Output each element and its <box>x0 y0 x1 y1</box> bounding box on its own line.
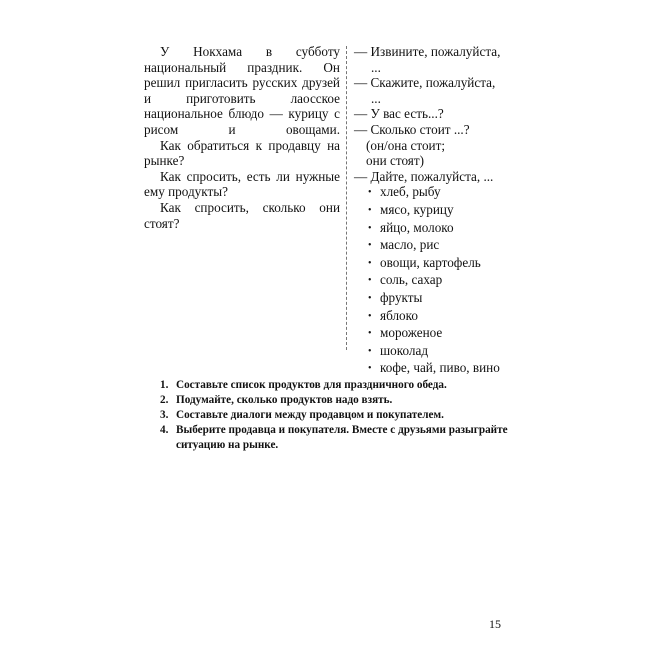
bullet-icon: • <box>368 345 372 357</box>
bullet-icon: • <box>368 275 372 287</box>
situation-text <box>144 44 340 231</box>
product-item <box>354 343 524 361</box>
product-text: овощи, картофель <box>380 254 481 270</box>
product-item <box>354 255 524 273</box>
product-text: шоколад <box>380 342 429 358</box>
phrase-excuse-me: — Извините, пожалуйста, <box>354 44 501 59</box>
product-item <box>354 184 524 202</box>
task-number: 3. <box>160 409 169 421</box>
question-seller: Как обратиться к продавцу на рынке? <box>144 137 340 169</box>
product-text: соль, сахар <box>380 272 443 288</box>
product-text: кофе, чай, пиво, вино <box>380 360 500 376</box>
page-number: 15 <box>489 617 501 631</box>
bullet-icon: • <box>368 240 372 252</box>
bullet-icon: • <box>368 328 372 340</box>
phrase-note: (он/она стоит; <box>366 137 446 153</box>
question-price: Как спросить, сколько они стоят? <box>144 199 340 231</box>
phrase-give-me: — Дайте, пожалуйста, ... <box>354 168 494 184</box>
column-divider <box>346 46 347 350</box>
phrase-how-much: — Сколько стоит ...? <box>354 121 470 137</box>
product-item <box>354 325 524 343</box>
product-item <box>354 202 524 220</box>
bullet-icon: • <box>368 257 372 269</box>
task-item <box>160 423 520 453</box>
bullet-icon: • <box>368 310 372 322</box>
task-number: 4. <box>160 424 169 436</box>
task-item <box>160 393 520 408</box>
phrase-ellipsis: ... <box>371 90 381 106</box>
task-text: Подумайте, сколько продуктов надо взять. <box>176 394 393 406</box>
product-text: масло, рис <box>380 237 440 253</box>
product-text: яблоко <box>380 307 418 323</box>
phrase-ellipsis: ... <box>371 59 381 75</box>
product-item <box>354 360 524 378</box>
product-item <box>354 237 524 255</box>
task-number: 2. <box>160 394 169 406</box>
task-list <box>160 378 520 453</box>
bullet-icon: • <box>368 292 372 304</box>
bullet-icon: • <box>368 187 372 199</box>
product-item <box>354 308 524 326</box>
task-text: Составьте диалоги между продавцом и покупателем. <box>176 409 444 421</box>
phrase-do-you-have: — У вас есть...? <box>354 106 444 122</box>
bullet-icon: • <box>368 222 372 234</box>
phrase-note: они стоят) <box>366 153 425 169</box>
task-text: Выберите продавца и покупателя. Вместе с друзьями разыграйте ситуацию на рынке. <box>176 424 508 451</box>
task-text: Составьте список продуктов для праздничного обеда. <box>176 379 447 391</box>
product-text: мороженое <box>380 325 443 341</box>
bullet-icon: • <box>368 204 372 216</box>
situation-paragraph: У Нокхама в субботу национальный праздник. Он решил пригласить русских друзей и приготовить лаосское национальное блюдо — курицу с рисом и овощами. <box>144 44 340 137</box>
phrase-list <box>354 44 524 378</box>
task-item <box>160 378 520 393</box>
phrase-tell-me: — Скажите, пожалуйста, <box>354 75 496 91</box>
product-text: мясо, курицу <box>380 201 454 217</box>
product-text: яйцо, молоко <box>380 219 454 235</box>
task-item <box>160 408 520 423</box>
product-text: хлеб, рыбу <box>380 184 441 200</box>
product-item <box>354 290 524 308</box>
question-products: Как спросить, есть ли нужные ему продукты? <box>144 168 340 200</box>
product-item <box>354 220 524 238</box>
bullet-icon: • <box>368 363 372 375</box>
product-list <box>354 184 524 378</box>
product-text: фрукты <box>380 289 423 305</box>
product-item <box>354 272 524 290</box>
task-number: 1. <box>160 379 169 391</box>
